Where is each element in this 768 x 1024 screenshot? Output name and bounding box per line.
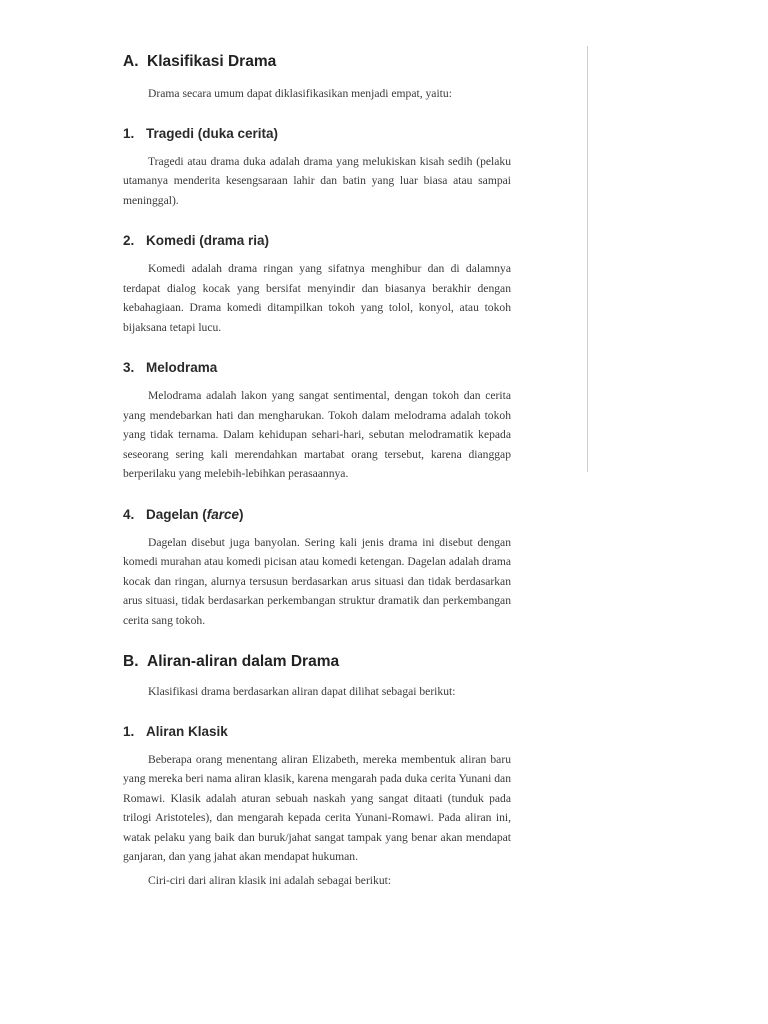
dagelan-paragraph: Dagelan disebut juga banyolan. Sering kali jenis drama ini disebut dengan komedi murahan atau komedi picisan atau komedi ketengan. Dagelan adalah drama kocak dan ringan, alurnya tersusun berdasarkan arus situasi dan tidak berdasarkan arus situasi, tidak berdasarkan perkembangan struktur dramatik dan perkembangan cerita sang tokoh.: [123, 535, 511, 627]
aliran-klasik-title: Aliran Klasik: [146, 723, 228, 739]
section-b-intro: Klasifikasi drama berdasarkan aliran dapat dilihat sebagai berikut:: [148, 685, 456, 698]
page-content: [123, 52, 511, 890]
melodrama-number: 3.: [123, 360, 135, 375]
tragedi-number: 1.: [123, 125, 135, 141]
tragedi-paragraph: Tragedi atau drama duka adalah drama yang melukiskan kisah sedih (pelaku utamanya menderita kesengsaraan lahir dan batin yang luar biasa atau sampai meninggal).: [123, 154, 511, 207]
margin-rule: [587, 46, 588, 472]
section-a-heading: [123, 52, 511, 72]
section-a-intro: Drama secara umum dapat diklasifikasikan menjadi empat, yaitu:: [148, 87, 452, 100]
aliran-klasik-number: 1.: [123, 723, 135, 739]
dagelan-title-italic: farce: [206, 506, 240, 522]
section-b-heading: [123, 652, 511, 672]
section-a-title: Klasifikasi Drama: [147, 53, 277, 70]
tragedi-title: Tragedi (duka cerita): [146, 125, 279, 141]
aliran-klasik-paragraph: Beberapa orang menentang aliran Elizabeth, mereka membentuk aliran baru yang mereka beri nama aliran klasik, karena mengarah pada duka cerita Yunani dan Romawi. Klasik adalah aturan sebuah naskah yang sangat ditaati (tunduk pada trilogi Aristoteles), dan mengarah kepada cerita Yunani-Romawi. Pada aliran ini, watak pelaku yang baik dan buruk/jahat sangat tampak yang benar akan mendapat ganjaran, dan yang jahat akan mendapat hukuman.: [123, 752, 511, 863]
section-b-number: B.: [123, 653, 139, 670]
komedi-heading: [123, 232, 511, 250]
melodrama-paragraph: Melodrama adalah lakon yang sangat sentimental, dengan tokoh dan cerita yang mendebarkan hati dan mengharukan. Tokoh dalam melodrama adalah tokoh yang tidak ternama. Dalam kehidupan sehari-hari, sebutan melodramatik kepada seseorang sering kali merendahkan martabat orang tersebut, karena dianggap berperilaku yang melebih-lebihkan perasaannya.: [123, 389, 511, 480]
aliran-klasik-heading: [123, 723, 511, 741]
komedi-paragraph: Komedi adalah drama ringan yang sifatnya menghibur dan di dalamnya terdapat dialog kocak yang bersifat menyindir dan biasanya berakhir dengan kebahagiaan. Drama komedi ditampilkan tokoh yang tolol, konyol, atau tokoh bijaksana tetapi lucu.: [123, 262, 511, 334]
komedi-number: 2.: [123, 233, 135, 248]
komedi-title: Komedi (drama ria): [146, 233, 270, 248]
dagelan-heading: [123, 506, 511, 524]
dagelan-title-end: ): [239, 506, 244, 522]
melodrama-title: Melodrama: [146, 360, 218, 375]
aliran-klasik-paragraph-2: Ciri-ciri dari aliran klasik ini adalah sebagai berikut:: [148, 873, 392, 887]
dagelan-number: 4.: [123, 506, 135, 522]
melodrama-heading: [123, 359, 511, 377]
dagelan-title: Dagelan (: [146, 506, 207, 522]
section-a-number: A.: [123, 53, 139, 70]
section-b-title: Aliran-aliran dalam Drama: [147, 653, 340, 670]
tragedi-heading: [123, 125, 511, 143]
